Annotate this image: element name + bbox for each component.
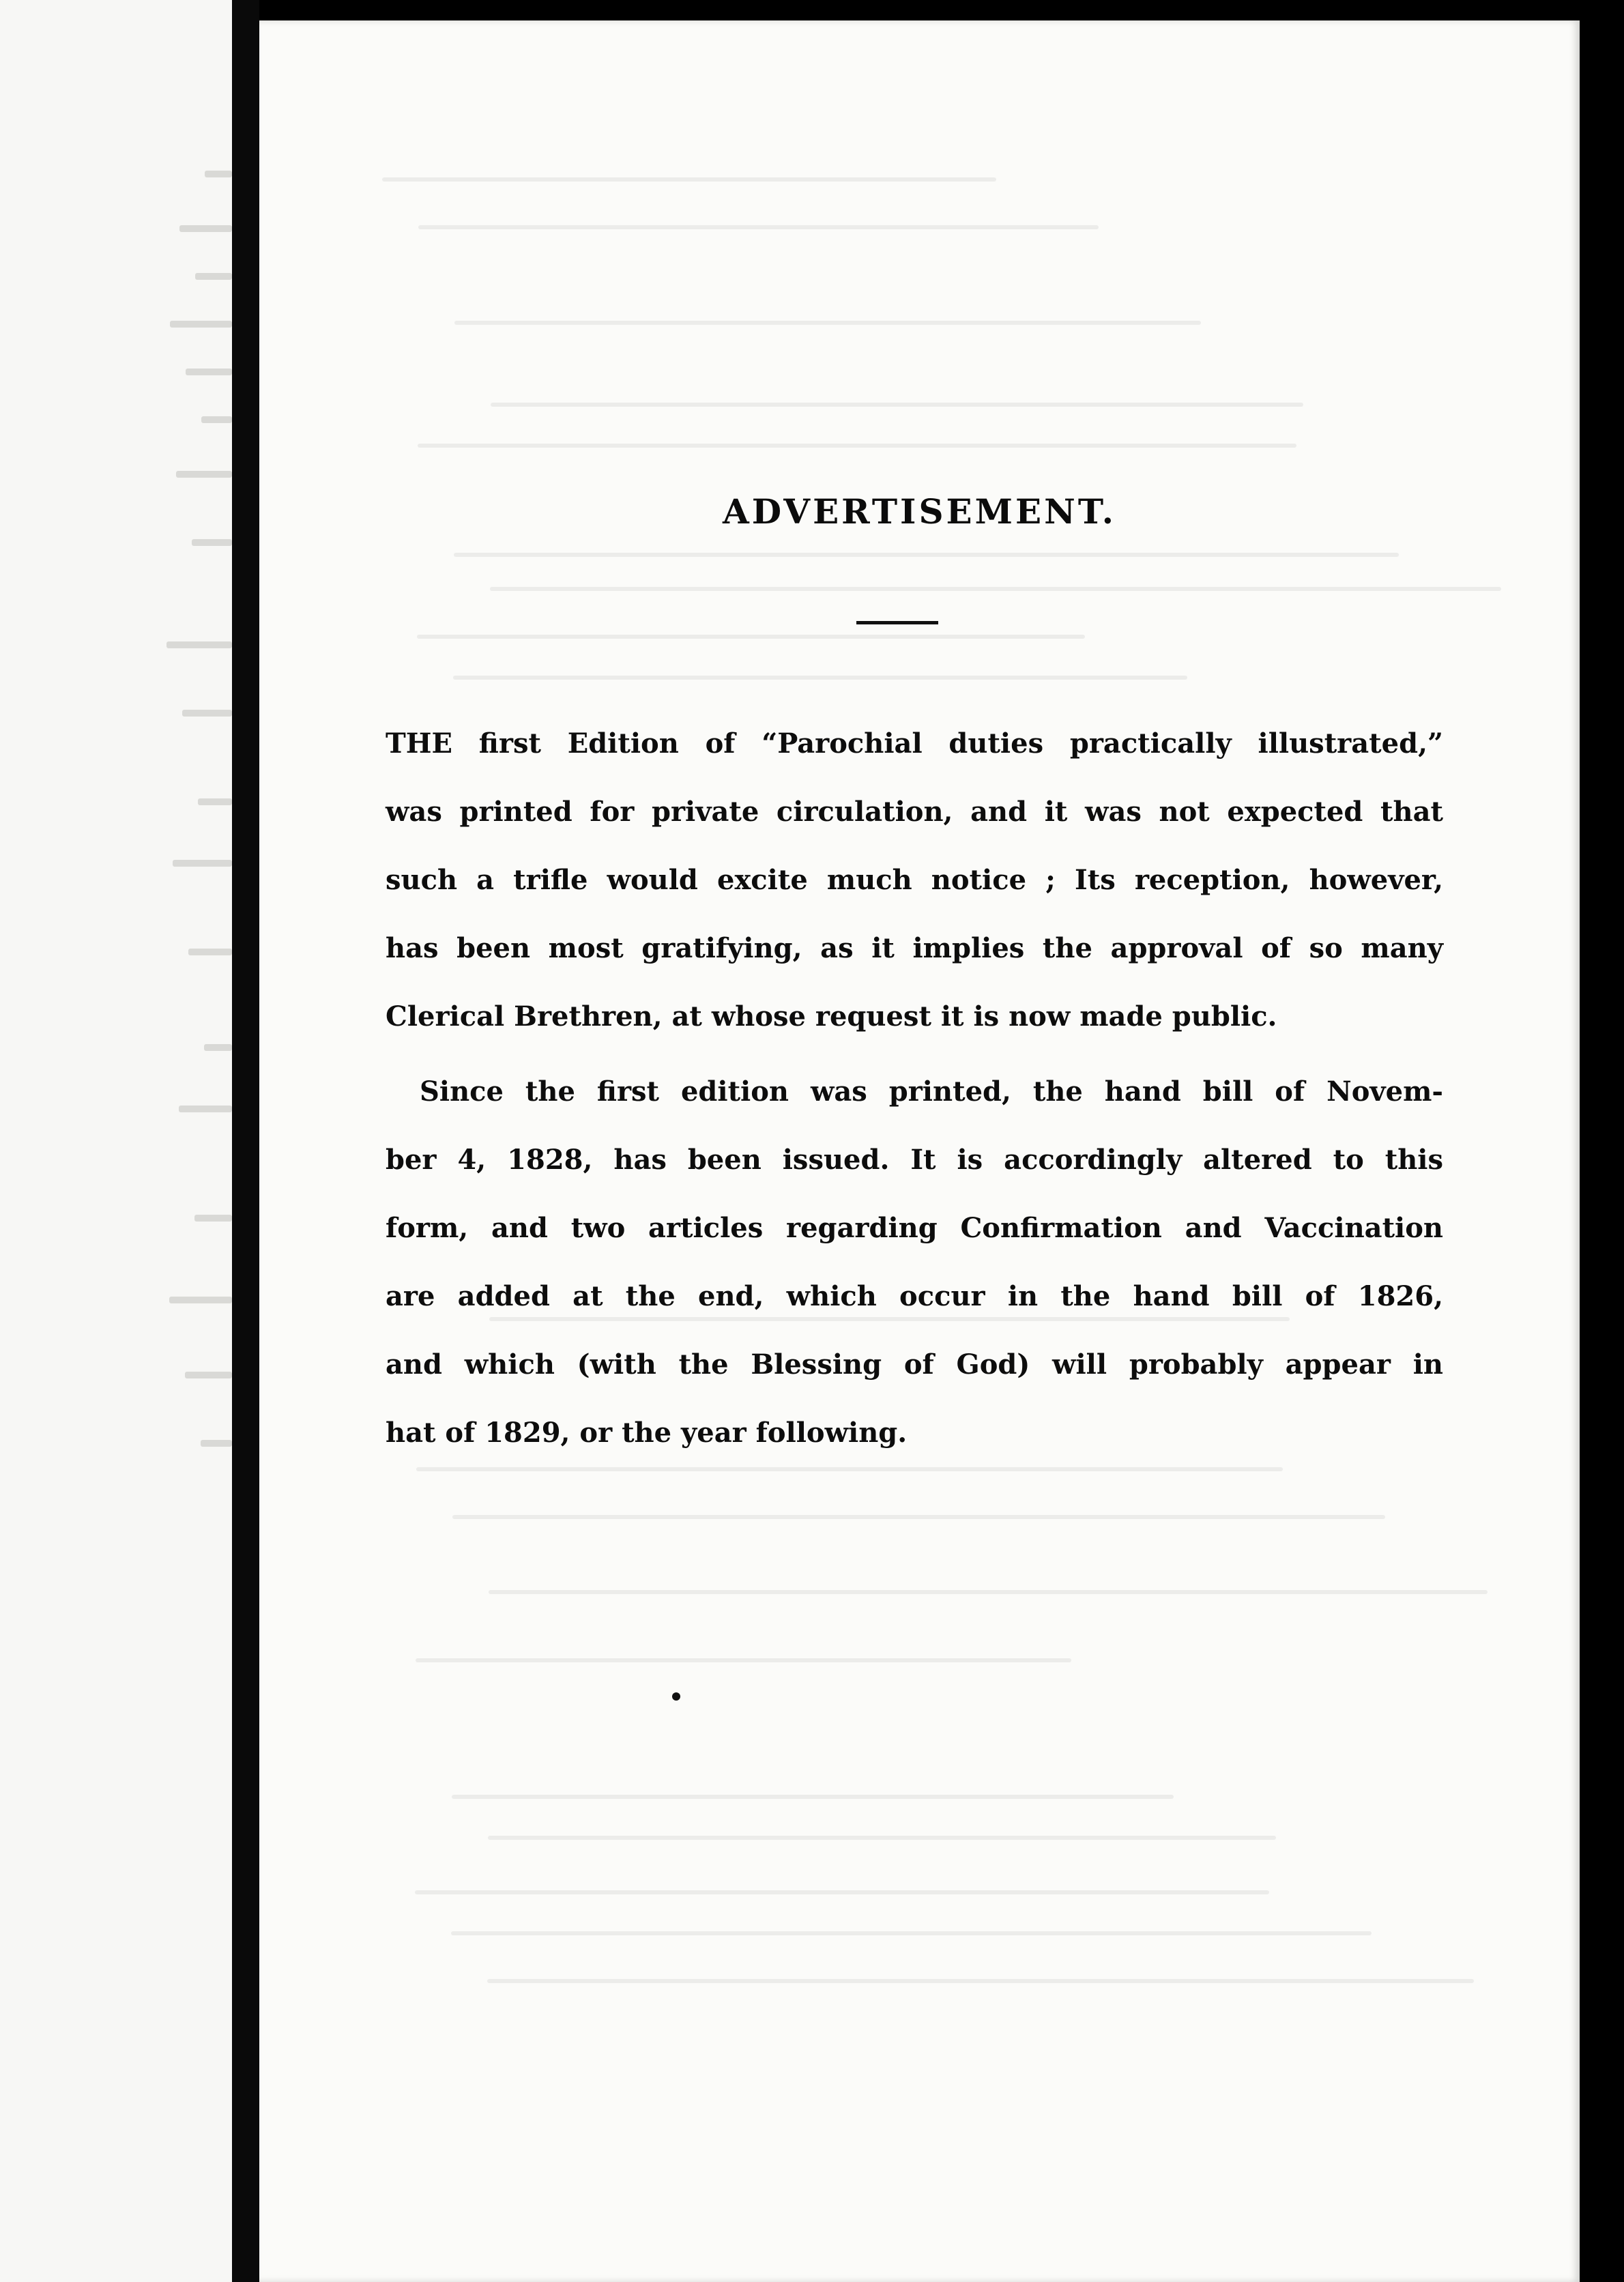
text-line: hat of 1829, or the year following. — [386, 1417, 908, 1449]
show-through-text — [416, 1467, 1283, 1471]
show-through-text — [489, 1590, 1488, 1594]
facing-page-text-fragment — [186, 369, 232, 375]
show-through-text — [416, 1658, 1071, 1662]
facing-page-text-fragment — [176, 471, 232, 478]
text-line: THE first Edition of “Parochial duties practically illustrated,” — [386, 727, 1443, 760]
facing-page-text-fragment — [185, 1372, 232, 1378]
show-through-text — [489, 1317, 1290, 1321]
text-line: has been most gratifying, as it implies the approval of so many — [386, 932, 1443, 964]
heading-rule — [856, 621, 938, 624]
text-line: Clerical Brethren, at whose request it is now made public. — [386, 1000, 1277, 1032]
facing-page-text-fragment — [170, 321, 232, 328]
show-through-text — [451, 1931, 1372, 1935]
text-line: such a trifle would excite much notice ; Its reception, however, — [386, 864, 1443, 896]
text-line: Since the first edition was printed, the hand bill of Novem- — [420, 1075, 1443, 1108]
book-gutter — [232, 0, 259, 2282]
text-line: ber 4, 1828, has been issued. It is accordingly altered to this — [386, 1144, 1443, 1176]
show-through-text — [418, 225, 1099, 229]
facing-page-text-fragment — [201, 1440, 232, 1447]
text-line: was printed for private circulation, and it was not expected that — [386, 796, 1443, 828]
show-through-text — [418, 444, 1296, 448]
show-through-text — [417, 635, 1085, 639]
paragraph-1 — [386, 710, 1443, 1051]
facing-page-text-fragment — [204, 1044, 232, 1051]
document-page — [259, 20, 1580, 2282]
facing-page-text-fragment — [195, 273, 232, 280]
facing-page-text-fragment — [179, 225, 232, 232]
facing-page-text-fragment — [201, 416, 232, 423]
show-through-text — [454, 321, 1201, 325]
facing-page-text-fragment — [188, 949, 232, 955]
show-through-text — [382, 177, 996, 182]
show-through-text — [490, 587, 1501, 591]
show-through-text — [415, 1890, 1269, 1894]
page-heading: ADVERTISEMENT. — [723, 491, 1116, 532]
text-line: are added at the end, which occur in the hand bill of 1826, — [386, 1280, 1443, 1312]
show-through-text — [452, 1795, 1174, 1799]
facing-page-text-fragment — [173, 860, 232, 867]
facing-page-text-fragment — [205, 171, 232, 177]
show-through-text — [454, 553, 1399, 557]
paragraph-2 — [386, 1058, 1443, 1467]
text-line: and which (with the Blessing of God) will probably appear in — [386, 1348, 1443, 1381]
facing-page-text-fragment — [198, 798, 232, 805]
show-through-text — [453, 676, 1187, 680]
show-through-text — [488, 1836, 1276, 1840]
text-line: form, and two articles regarding Confirmation and Vaccination — [386, 1212, 1443, 1244]
facing-page-text-fragment — [169, 1297, 232, 1303]
facing-page-text-fragment — [182, 710, 232, 717]
facing-page-text-fragment — [179, 1106, 232, 1112]
facing-page-text-fragment — [166, 641, 232, 648]
show-through-text — [452, 1515, 1385, 1519]
ink-speck — [672, 1692, 680, 1701]
facing-page-text-fragment — [192, 539, 232, 546]
facing-page-edge — [0, 0, 232, 2282]
facing-page-text-fragment — [194, 1215, 232, 1222]
show-through-text — [491, 403, 1303, 407]
show-through-text — [487, 1979, 1474, 1983]
